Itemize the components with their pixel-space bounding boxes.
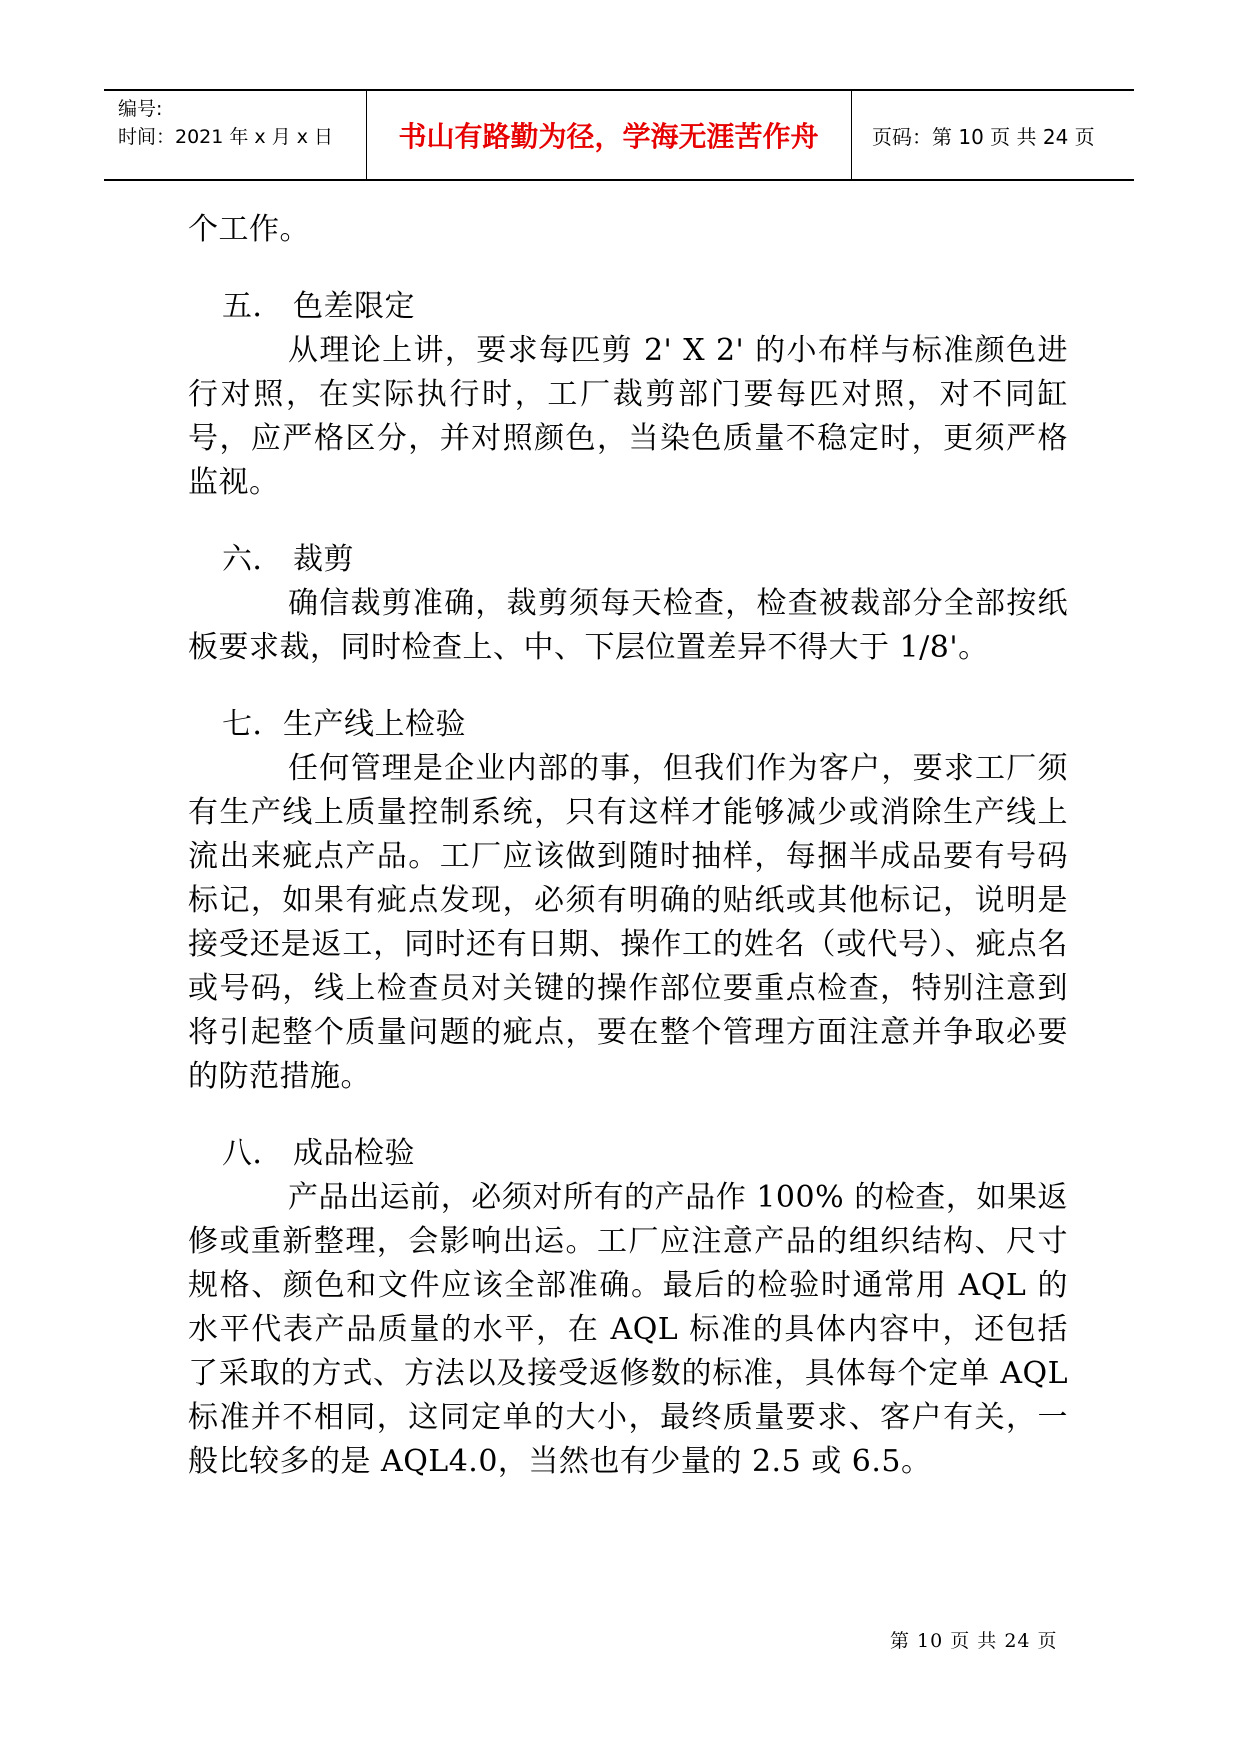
- section-title: 五． 色差限定: [222, 289, 416, 324]
- section-paragraph: 确信裁剪准确，裁剪须每天检查，检查被裁部分全部按纸板要求裁，同时检查上、中、下层位置差异不得大于 1/8'。: [188, 586, 1068, 665]
- section-paragraph: 从理论上讲，要求每匹剪 2' X 2' 的小布样与标准颜色进行对照，在实际执行时，工厂裁剪部门要每匹对照，对不同缸号，应严格区分，并对照颜色，当染色质量不稳定时，更须严格监视。: [188, 333, 1068, 500]
- time-label: 时间：2021 年 x 月 x 日: [118, 126, 334, 148]
- page-footer: 第 10 页 共 24 页: [890, 1630, 1058, 1652]
- intro-text: 个工作。: [188, 212, 310, 247]
- number-label: 编号:: [118, 98, 163, 120]
- section-title: 六． 裁剪: [222, 542, 355, 577]
- header-motto: 书山有路勤为径，学海无涯苦作舟: [398, 120, 819, 153]
- document-body: [188, 208, 1068, 1484]
- section-paragraph: 产品出运前，必须对所有的产品作 100% 的检查，如果返修或重新整理，会影响出运。工厂应注意产品的组织结构、尺寸规格、颜色和文件应该全部准确。最后的检验时通常用 AQL 的水平代表产品质量的水平，在 AQL 标准的具体内容中，还包括了采取的方式、方法以及接受返修数的标准，具体每个定单 AQL 标准并不相同，这同定单的大小，最终质量要求、客户有关，一般比较多的是 AQL4.0，当然也有少量的 2.5 或 6.5。: [188, 1180, 1068, 1479]
- section-paragraph: 任何管理是企业内部的事，但我们作为客户，要求工厂须有生产线上质量控制系统，只有这样才能够减少或消除生产线上流出来疵点产品。工厂应该做到随时抽样，每捆半成品要有号码标记，如果有疵点发现，必须有明确的贴纸或其他标记，说明是接受还是返工，同时还有日期、操作工的姓名（或代号）、疵点名或号码，线上检查员对关键的操作部位要重点检查，特别注意到将引起整个质量问题的疵点，要在整个管理方面注意并争取必要的防范措施。: [188, 751, 1068, 1094]
- header-divider: [851, 91, 852, 179]
- section-title: 八． 成品检验: [222, 1136, 416, 1171]
- section-title: 七．生产线上检验: [222, 707, 466, 742]
- page-header: [104, 89, 1134, 181]
- header-meta: [118, 95, 333, 151]
- header-page-info: 页码：第 10 页 共 24 页: [872, 124, 1095, 149]
